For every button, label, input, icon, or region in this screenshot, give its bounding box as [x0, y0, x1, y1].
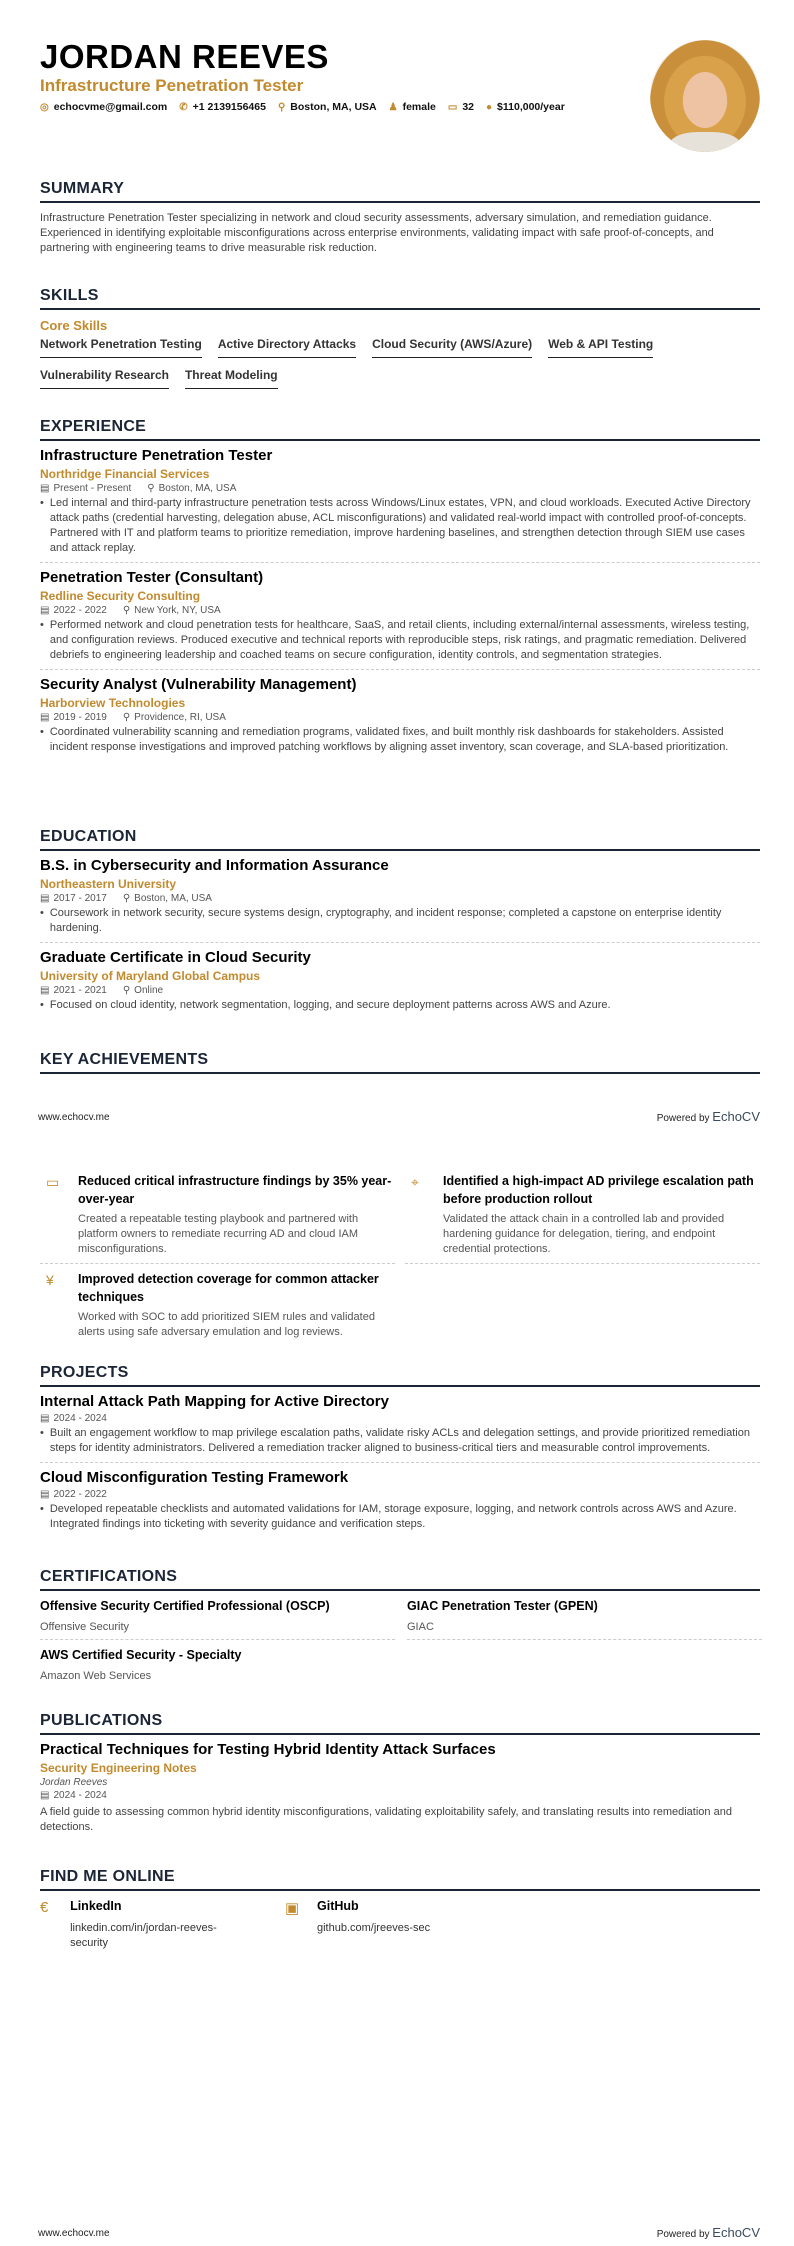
certification-item: [407, 1591, 762, 1640]
certifications-section: [40, 1568, 760, 1688]
calendar-icon: ▤: [40, 1413, 50, 1424]
publication-entry: [40, 1735, 760, 1835]
contact-email[interactable]: [40, 101, 167, 113]
project-entry: Cloud Misconfiguration Testing Framework ▤ 2022 - 2022 • Developed repeatable checklists and automated validations for IAM, storage exposure, logging, and network controls across AWS and Azure. Integrated findings into ticketing with severity guidance and verification steps.: [40, 1463, 760, 1538]
entry-title: B.S. in Cybersecurity and Information Assurance: [40, 857, 389, 874]
person-icon: ♟: [388, 101, 398, 113]
skill-tag: Active Directory Attacks: [218, 337, 356, 358]
calendar-icon: ▤: [40, 605, 50, 616]
github-link[interactable]: [285, 1899, 480, 1951]
phone-icon: ✆: [179, 101, 188, 113]
skill-tag: Network Penetration Testing: [40, 337, 202, 358]
cert-org: GIAC: [407, 1621, 434, 1633]
entry-company: Northridge Financial Services: [40, 467, 210, 481]
certification-item: [40, 1640, 395, 1688]
cert-title: AWS Certified Security - Specialty: [40, 1648, 242, 1662]
location-icon: ⚲: [122, 985, 131, 996]
skills-section: [40, 287, 760, 395]
online-section: [40, 1868, 760, 1951]
link-url[interactable]: github.com/jreeves-sec: [317, 1922, 431, 1934]
email-icon: ◎: [40, 101, 49, 113]
powered-by[interactable]: [657, 2225, 760, 2240]
section-heading: EXPERIENCE: [40, 418, 760, 441]
experience-entry: Infrastructure Penetration Tester Northridge Financial Services ▤ Present - Present ⚲ Boston, MA, USA • Led internal and third-party infrastructure penetration tests across Windows/Linux estates, VPN, and cloud workloads. Executed Active Directory attack paths (credential harvesting, delegation abuse, ACL misconfigurations) and validated real-world impact with controlled proof-of-concepts. Partnered with IT and platform teams to prioritize remediation, improve hardening baselines, and strengthen detection through SIEM use cases and attack replay.: [40, 441, 760, 563]
entry-dates: 2022 - 2022: [53, 605, 107, 616]
link-url[interactable]: linkedin.com/in/jordan-reeves-security: [70, 1922, 217, 1949]
section-heading: CERTIFICATIONS: [40, 1568, 760, 1591]
entry-company: Redline Security Consulting: [40, 589, 201, 603]
publication-publisher: Security Engineering Notes: [40, 1761, 197, 1775]
publication-title: Practical Techniques for Testing Hybrid Identity Attack Surfaces: [40, 1741, 496, 1758]
calendar-icon: ▭: [447, 101, 458, 113]
coin-icon: ¥: [46, 1272, 54, 1288]
achievement-item: [405, 1166, 760, 1264]
target-icon: ⌖: [411, 1174, 419, 1190]
entry-title: Internal Attack Path Mapping for Active Directory: [40, 1393, 389, 1410]
skill-tag: Vulnerability Research: [40, 368, 169, 389]
achievement-title: Improved detection coverage for common attacker techniques: [78, 1272, 379, 1304]
publication-desc: A field guide to assessing common hybrid identity misconfigurations, validating exploitability safely, and translating results into remediation and detections.: [40, 1806, 732, 1833]
entry-title: Infrastructure Penetration Tester: [40, 447, 273, 464]
powered-label: Powered by: [656, 1113, 710, 1124]
skill-group-title: Core Skills: [40, 318, 108, 333]
footer-site-link[interactable]: www.echocv.me: [38, 2228, 110, 2239]
salary-icon: ●: [486, 101, 493, 113]
entry-dates: 2019 - 2019: [53, 712, 107, 723]
entry-location: Boston, MA, USA: [158, 483, 237, 494]
entry-location: Online: [134, 985, 164, 996]
education-entry: B.S. in Cybersecurity and Information Assurance Northeastern University ▤ 2017 - 2017 ⚲ Boston, MA, USA • Coursework in network security, secure systems design, cryptography, and incident response; completed a capstone on enterprise identity hardening.: [40, 851, 760, 943]
cert-title: Offensive Security Certified Professional (OSCP): [40, 1599, 330, 1613]
entry-bullet: Performed network and cloud penetration tests for healthcare, SaaS, and retail clients, including external/internal assessments, wireless testing, and configuration reviews. Produced executive and technical reports with reproducible steps, risk ratings, and pragmatic remediation. Delivered debriefs to engineering leadership and coached teams on secure configuration, identity controls, and segmentation strategies.: [49, 619, 750, 661]
brand-name: EchoCV: [712, 1109, 760, 1124]
achievement-item: [40, 1264, 395, 1346]
contact-text: Boston, MA, USA: [290, 101, 377, 113]
achievement-item: [40, 1166, 395, 1264]
project-entry: Internal Attack Path Mapping for Active Directory ▤ 2024 - 2024 • Built an engagement workflow to map privilege escalation paths, validate risky ACLs and delegation settings, and provide prioritized remediation steps for identity administrators. Delivered a remediation tracker aligned to business-critical tiers and measurable control improvements.: [40, 1387, 760, 1463]
entry-location: Providence, RI, USA: [134, 712, 226, 723]
summary-section: [40, 180, 760, 256]
achievement-desc: Created a repeatable testing playbook and partnered with platform owners to remediate recurring AD and cloud IAM misconfigurations.: [78, 1213, 359, 1255]
entry-dates: 2024 - 2024: [53, 1790, 107, 1801]
experience-section: [40, 418, 760, 761]
experience-entry: Security Analyst (Vulnerability Management) Harborview Technologies ▤ 2019 - 2019 ⚲ Providence, RI, USA • Coordinated vulnerability scanning and remediation programs, validated fixes, and built monthly risk dashboards for stakeholders. Assisted incident response investigations and improved patching workflows by aligning asset inventory, scan coverage, and SLA-based prioritization.: [40, 670, 760, 761]
location-icon: ⚲: [277, 101, 286, 113]
entry-title: Graduate Certificate in Cloud Security: [40, 949, 311, 966]
cert-org: Amazon Web Services: [40, 1670, 152, 1682]
section-heading: EDUCATION: [40, 828, 760, 851]
entry-school: University of Maryland Global Campus: [40, 969, 261, 983]
linkedin-link[interactable]: [40, 1899, 235, 1951]
skill-tag: Cloud Security (AWS/Azure): [372, 337, 532, 358]
skill-tag: Threat Modeling: [185, 368, 278, 389]
brand-name: EchoCV: [712, 2225, 760, 2240]
achievements-heading-block: [40, 1051, 760, 1074]
projects-section: [40, 1364, 760, 1538]
profile-photo: [650, 40, 760, 152]
contact-text: female: [402, 101, 436, 113]
location-icon: ⚲: [122, 893, 131, 904]
calendar-icon: ▤: [40, 985, 50, 996]
location-icon: ⚲: [122, 605, 131, 616]
cert-title: GIAC Penetration Tester (GPEN): [407, 1599, 598, 1613]
publications-section: [40, 1712, 760, 1835]
candidate-name: JORDAN REEVES: [40, 38, 329, 75]
certification-item: [40, 1591, 395, 1640]
contact-bar: [40, 101, 565, 113]
experience-entry: Penetration Tester (Consultant) Redline Security Consulting ▤ 2022 - 2022 ⚲ New York, NY, USA • Performed network and cloud penetration tests for healthcare, SaaS, and retail clients, including external/internal assessments, wireless testing, and configuration reviews. Produced executive and technical reports with reproducible steps, risk ratings, and pragmatic remediation. Delivered debriefs to engineering leadership and coached teams on secure configuration, identity controls, and segmentation strategies.: [40, 563, 760, 670]
contact-text: $110,000/year: [497, 101, 565, 113]
cert-org: Offensive Security: [40, 1621, 130, 1633]
achievement-title: Reduced critical infrastructure findings by 35% year-over-year: [78, 1174, 392, 1206]
calendar-icon: ▤: [40, 712, 50, 723]
link-label: LinkedIn: [70, 1899, 122, 1913]
powered-by[interactable]: [657, 1109, 760, 1124]
section-heading: SUMMARY: [40, 180, 760, 203]
contact-text: echocvme@gmail.com: [53, 101, 168, 113]
job-title: Infrastructure Penetration Tester: [40, 76, 304, 95]
contact-location: [278, 101, 377, 113]
entry-location: New York, NY, USA: [134, 605, 221, 616]
section-heading: PROJECTS: [40, 1364, 760, 1387]
section-heading: KEY ACHIEVEMENTS: [40, 1051, 760, 1074]
entry-title: Cloud Misconfiguration Testing Framework: [40, 1469, 349, 1486]
contact-phone[interactable]: [179, 101, 266, 113]
entry-dates: Present - Present: [53, 483, 132, 494]
entry-dates: 2021 - 2021: [53, 985, 107, 996]
achievement-desc: Validated the attack chain in a controlled lab and provided hardening guidance for delegation, tiering, and endpoint credential protections.: [443, 1213, 725, 1255]
entry-school: Northeastern University: [40, 877, 177, 891]
skill-tag: Web & API Testing: [548, 337, 653, 358]
contact-salary: [486, 101, 565, 113]
education-section: [40, 828, 760, 1019]
entry-bullet: Led internal and third-party infrastructure penetration tests across Windows/Linux estates, VPN, and cloud workloads. Executed Active Directory attack paths (credential harvesting, delegation abuse, ACL misconfigurations) and validated real-world impact with controlled proof-of-concepts. Partnered with IT and platform teams to prioritize remediation, improve hardening baselines, and strengthen detection through SIEM use cases and attack replay.: [49, 497, 751, 554]
section-heading: PUBLICATIONS: [40, 1712, 760, 1735]
linkedin-icon: €: [40, 1899, 49, 1916]
entry-bullet: Focused on cloud identity, network segmentation, logging, and secure deployment patterns across AWS and Azure.: [49, 999, 611, 1011]
entry-bullet: Coordinated vulnerability scanning and remediation programs, validated fixes, and built monthly risk dashboards for stakeholders. Assisted incident response investigations and improved patching workflows by aligning asset inventory, scan coverage, and SLA-based prioritization.: [49, 726, 729, 753]
footer-site-link[interactable]: www.echocv.me: [38, 1112, 110, 1123]
entry-bullet: Coursework in network security, secure systems design, cryptography, and incident response; completed a capstone on enterprise identity hardening.: [49, 907, 722, 934]
entry-dates: 2017 - 2017: [53, 893, 107, 904]
publication-author: Jordan Reeves: [40, 1777, 108, 1788]
achievements-grid: [40, 1166, 760, 1346]
entry-location: Boston, MA, USA: [134, 893, 212, 904]
contact-age: [448, 101, 474, 113]
achievement-title: Identified a high-impact AD privilege escalation path before production rollout: [443, 1174, 754, 1206]
calendar-icon: ▤: [40, 1790, 50, 1801]
section-heading: SKILLS: [40, 287, 760, 310]
calendar-icon: ▤: [40, 1489, 50, 1500]
powered-label: Powered by: [656, 2229, 710, 2240]
summary-text: Infrastructure Penetration Tester specializing in network and cloud security assessments, adversary simulation, and remediation guidance. Experienced in identifying exploitable misconfigurations across enterprise environments, validating impact with safe proof-of-concepts, and partnering with engineering teams to drive measurable risk reduction.: [40, 212, 714, 254]
location-icon: ⚲: [147, 483, 155, 494]
badge-icon: ▭: [46, 1174, 60, 1190]
calendar-icon: ▤: [40, 893, 50, 904]
location-icon: ⚲: [122, 712, 131, 723]
contact-text: 32: [462, 101, 474, 113]
entry-company: Harborview Technologies: [40, 696, 186, 710]
entry-bullet: Developed repeatable checklists and automated validations for IAM, storage exposure, logging, and network controls across AWS and Azure. Integrated findings into ticketing with severity guidance and verification steps.: [49, 1503, 737, 1530]
entry-dates: 2024 - 2024: [53, 1413, 107, 1424]
contact-text: +1 2139156465: [192, 101, 266, 113]
github-icon: ▣: [285, 1900, 300, 1917]
achievement-desc: Worked with SOC to add prioritized SIEM rules and validated alerts using safe adversary emulation and log reviews.: [78, 1311, 375, 1338]
entry-title: Penetration Tester (Consultant): [40, 569, 264, 586]
entry-bullet: Built an engagement workflow to map privilege escalation paths, validate risky ACLs and delegation settings, and provide prioritized remediation steps for identity administrators. Delivered a remediation tracker aligned to business-critical tiers and measurable control improvements.: [49, 1427, 750, 1454]
contact-gender: [389, 101, 436, 113]
link-label: GitHub: [317, 1899, 359, 1913]
education-entry: Graduate Certificate in Cloud Security University of Maryland Global Campus ▤ 2021 - 2021 ⚲ Online • Focused on cloud identity, network segmentation, logging, and secure deployment patterns across AWS and Azure.: [40, 943, 760, 1019]
calendar-icon: ▤: [40, 483, 50, 494]
entry-title: Security Analyst (Vulnerability Management): [40, 676, 357, 693]
section-heading: FIND ME ONLINE: [40, 1868, 760, 1891]
entry-dates: 2022 - 2022: [53, 1489, 107, 1500]
